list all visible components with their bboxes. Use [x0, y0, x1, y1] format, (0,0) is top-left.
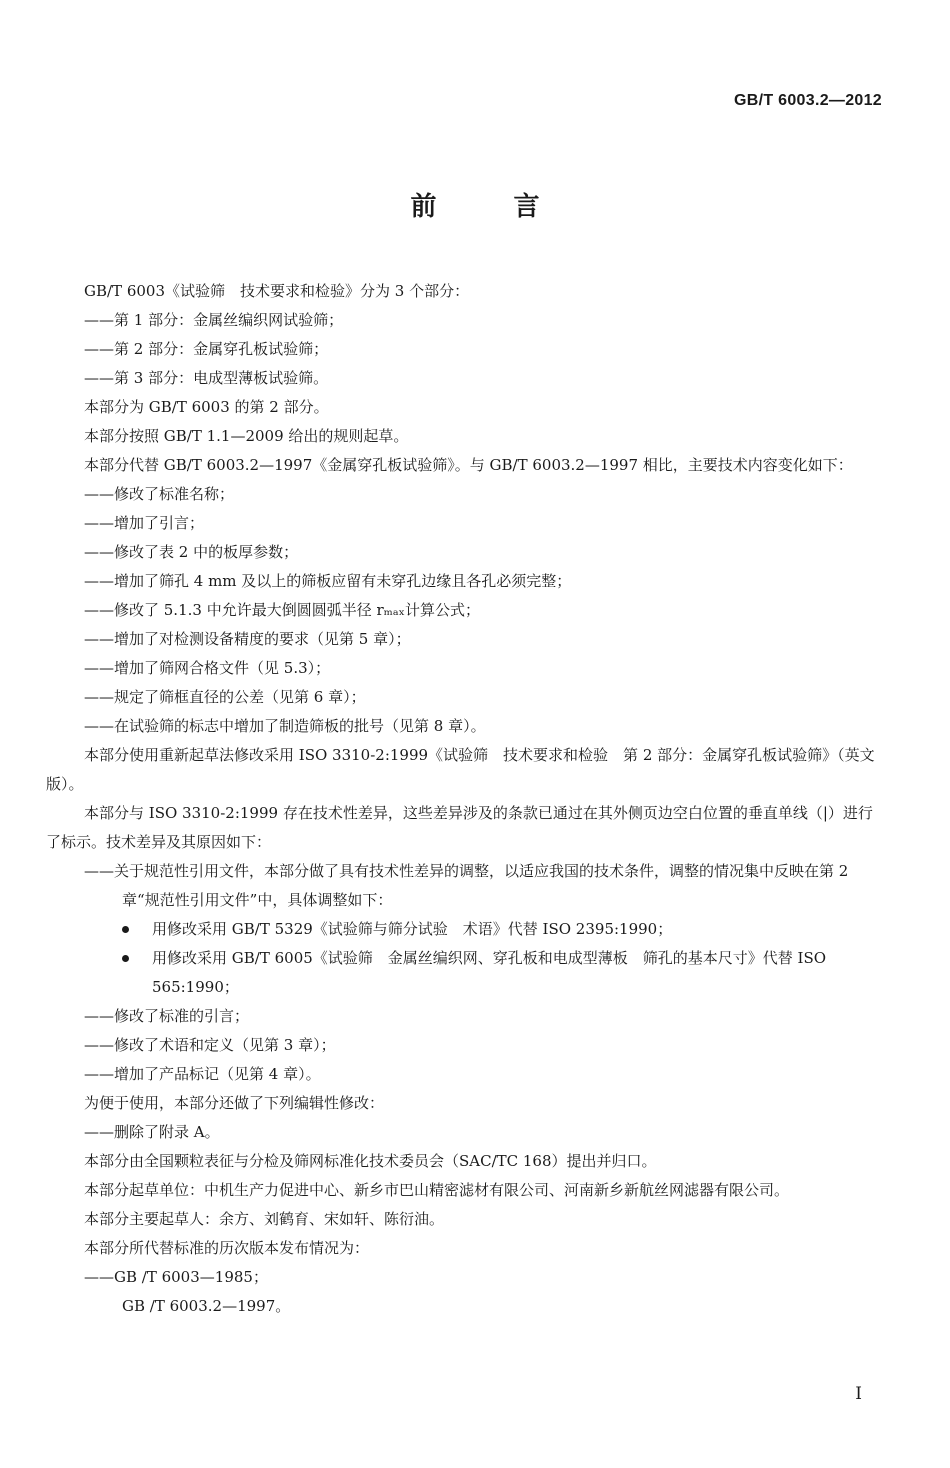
page-title: 前 言 [410, 192, 574, 222]
page-number: I [855, 1384, 862, 1404]
standard-code: GB/T 6003.2—2012 [734, 92, 882, 109]
list-item: ——第 3 部分：电成型薄板试验筛。 [84, 369, 329, 387]
bullet-text: 用修改采用 GB/T 5329《试验筛与筛分试验 术语》代替 ISO 2395:1990； [152, 920, 673, 938]
paragraph: 本部分代替 GB/T 6003.2—1997《金属穿孔板试验筛》。与 GB/T 6003.2—1997 相比，主要技术内容变化如下： [84, 456, 853, 474]
paragraph: 为便于使用，本部分还做了下列编辑性修改： [84, 1094, 385, 1112]
list-item: ——修改了标准的引言； [84, 1007, 250, 1025]
paragraph: GB/T 6003《试验筛 技术要求和检验》分为 3 个部分： [84, 282, 470, 300]
list-item: ——增加了产品标记（见第 4 章）。 [84, 1065, 321, 1083]
bullet-icon [122, 955, 129, 962]
list-item: ——修改了术语和定义（见第 3 章）； [84, 1036, 336, 1054]
list-item: ——增加了筛网合格文件（见 5.3）； [84, 659, 331, 677]
paragraph: 本部分按照 GB/T 1.1—2009 给出的规则起草。 [84, 427, 409, 445]
document-body [46, 277, 886, 1321]
paragraph: 本部分主要起草人：余方、刘鹤育、宋如轩、陈衍油。 [84, 1210, 445, 1228]
list-item: GB /T 6003.2—1997。 [122, 1297, 291, 1315]
paragraph: 本部分所代替标准的历次版本发布情况为： [84, 1239, 370, 1257]
paragraph: 本部分起草单位：中机生产力促进中心、新乡市巴山精密滤材有限公司、河南新乡新航丝网滤器有限公司。 [84, 1181, 790, 1199]
list-item: ——第 1 部分：金属丝编织网试验筛； [84, 311, 344, 329]
list-item: ——第 2 部分：金属穿孔板试验筛； [84, 340, 329, 358]
paragraph: 本部分为 GB/T 6003 的第 2 部分。 [84, 398, 329, 416]
bullet-text: 用修改采用 GB/T 6005《试验筛 金属丝编织网、穿孔板和电成型薄板 筛孔的基本尺寸》代替 ISO 565:1990； [152, 949, 827, 996]
list-item: ——规定了筛框直径的公差（见第 6 章）； [84, 688, 366, 706]
list-item: ——在试验筛的标志中增加了制造筛板的批号（见第 8 章）。 [84, 717, 486, 735]
list-item: ——修改了 5.1.3 中允许最大倒圆圆弧半径 rₘₐₓ计算公式； [84, 601, 480, 619]
list-item: ——删除了附录 A。 [84, 1123, 220, 1141]
list-item: ——GB /T 6003—1985； [84, 1268, 268, 1286]
bullet-item [46, 915, 886, 944]
bullet-item [46, 944, 886, 1002]
bullet-icon [122, 926, 129, 933]
paragraph: 本部分与 ISO 3310-2:1999 存在技术性差异，这些差异涉及的条款已通过在其外侧页边空白位置的垂直单线（|）进行了标示。技术差异及其原因如下： [46, 804, 873, 851]
list-item: ——增加了筛孔 4 mm 及以上的筛板应留有未穿孔边缘且各孔必须完整； [84, 572, 572, 590]
list-item: ——增加了引言； [84, 514, 205, 532]
paragraph: 本部分使用重新起草法修改采用 ISO 3310-2:1999《试验筛 技术要求和检验 第 2 部分：金属穿孔板试验筛》（英文版）。 [46, 746, 875, 793]
list-item: ——增加了对检测设备精度的要求（见第 5 章）； [84, 630, 411, 648]
list-item: ——修改了表 2 中的板厚参数； [84, 543, 299, 561]
list-item: ——关于规范性引用文件，本部分做了具有技术性差异的调整，以适应我国的技术条件，调整的情况集中反映在第 2 章“规范性引用文件”中，具体调整如下： [84, 862, 849, 909]
paragraph: 本部分由全国颗粒表征与分检及筛网标准化技术委员会（SAC/TC 168）提出并归口。 [84, 1152, 657, 1170]
list-item: ——修改了标准名称； [84, 485, 235, 503]
